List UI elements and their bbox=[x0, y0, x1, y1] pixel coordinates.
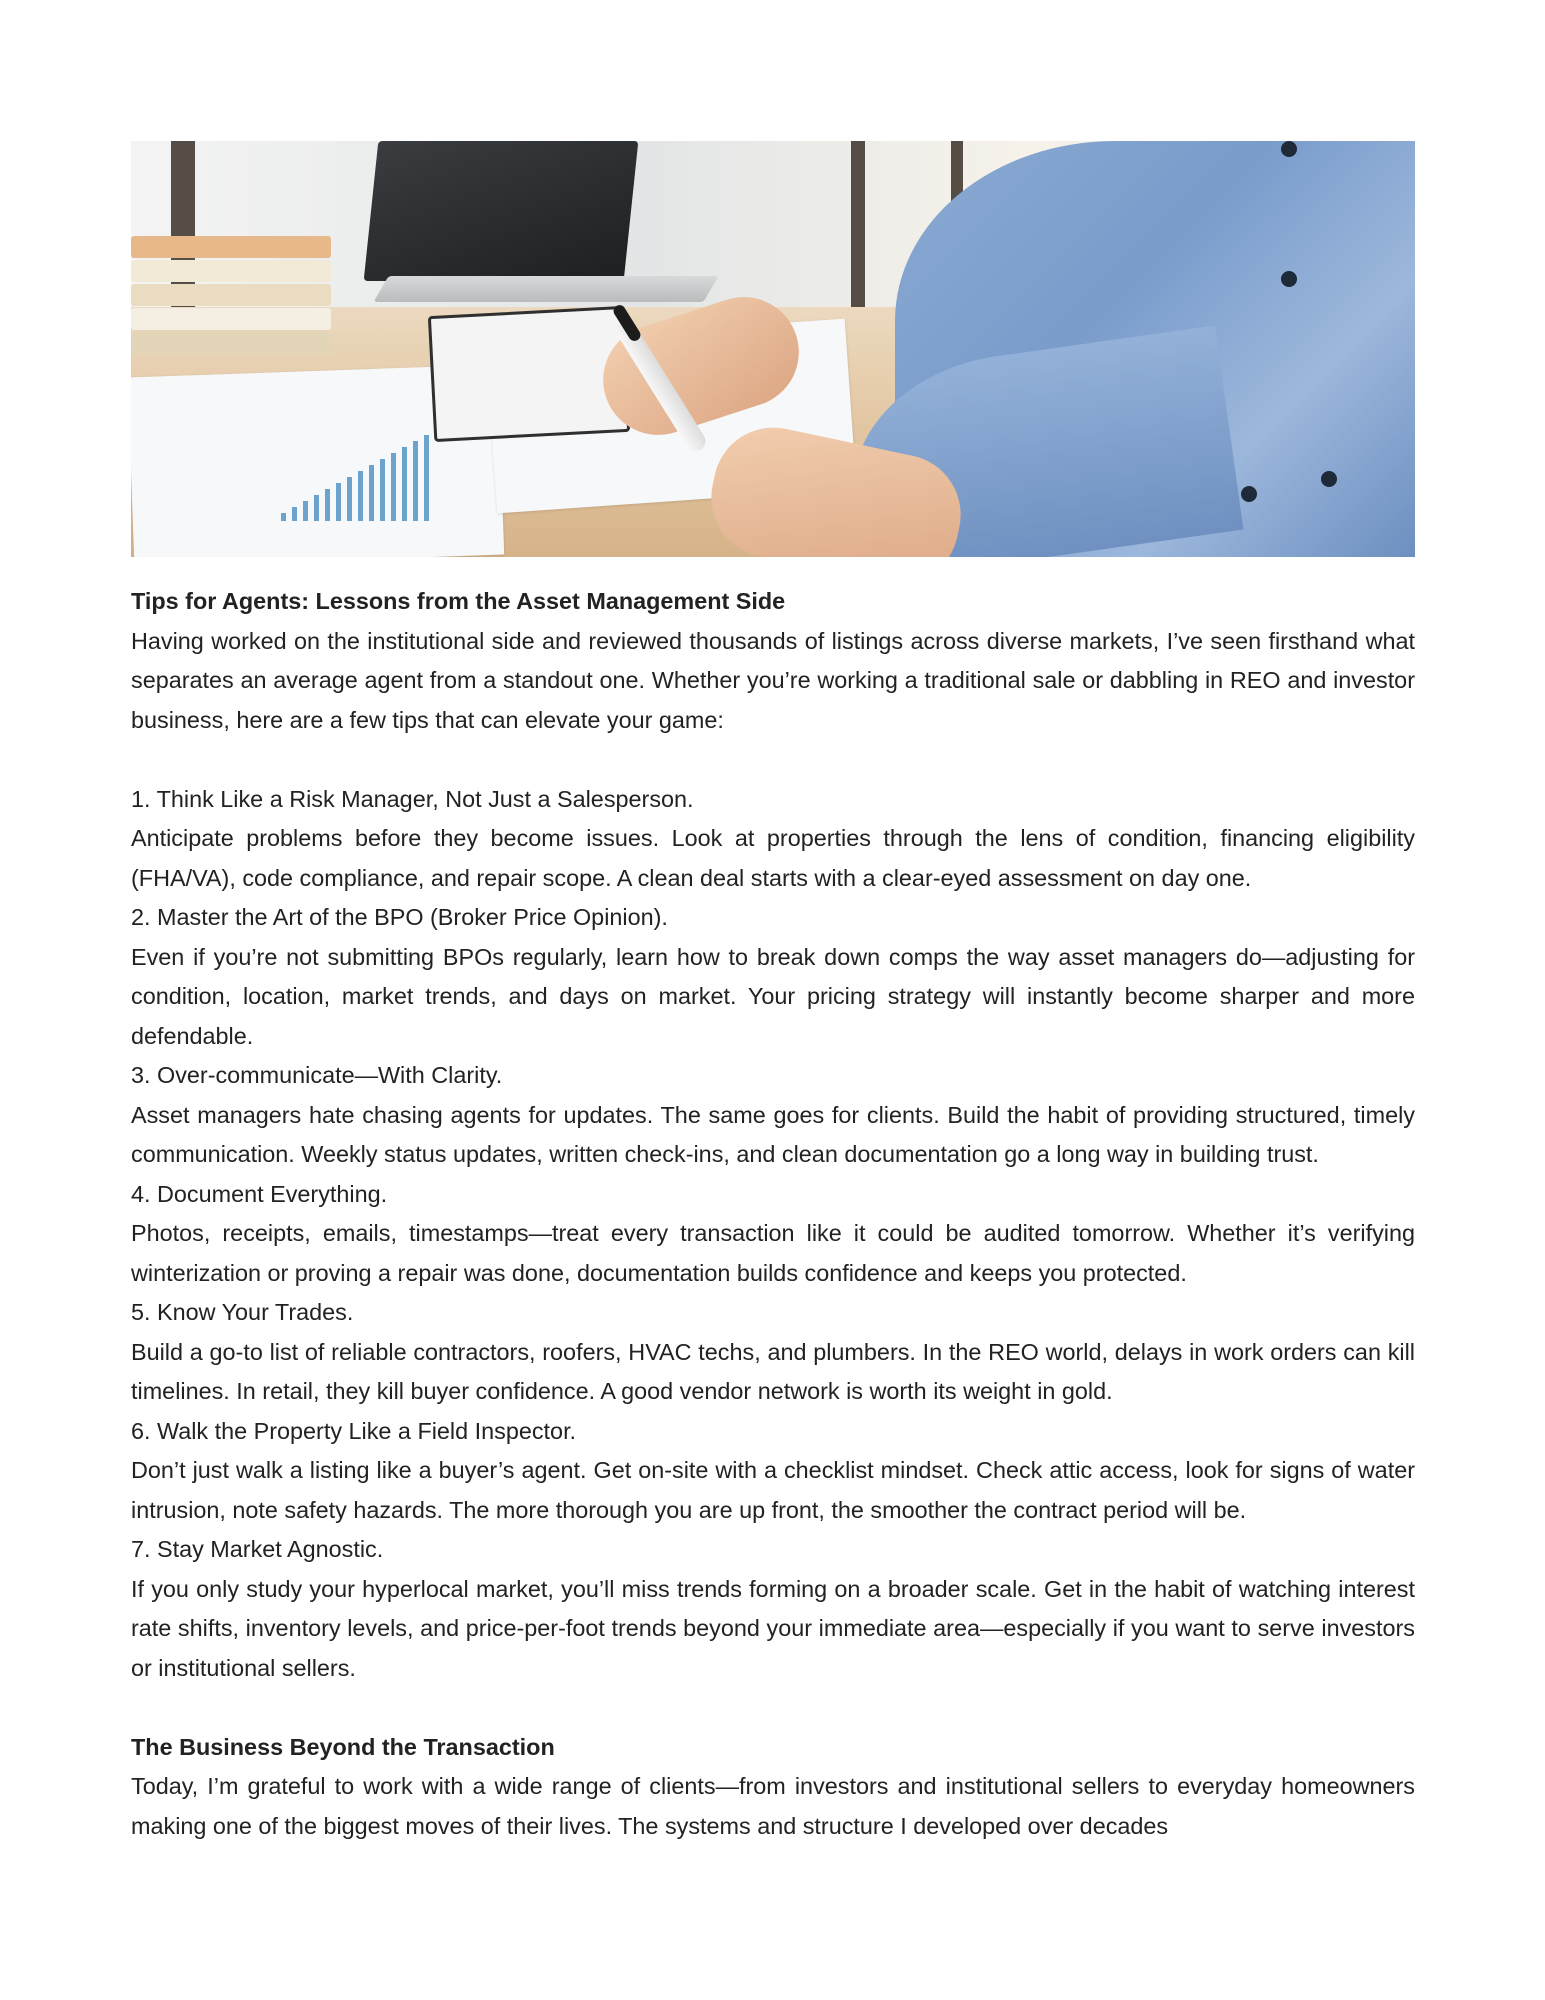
paragraph-gap bbox=[131, 740, 1415, 780]
photo-clipboard bbox=[428, 306, 630, 442]
tip-body: Don’t just walk a listing like a buyer’s agent. Get on-site with a checklist mindset. Check attic access, look for signs of water intrusion, note safety hazards. The more thorough you are up front, the smoother the contract period will be. bbox=[131, 1457, 1415, 1523]
tip-body: Even if you’re not submitting BPOs regularly, learn how to break down comps the way asset managers do—adjusting for condition, location, market trends, and days on market. Your pricing strategy will instantly become sharper and more defendable. bbox=[131, 943, 1415, 1049]
tip-title: 3. Over-communicate—With Clarity. bbox=[131, 1062, 503, 1088]
photo-notebooks bbox=[131, 236, 341, 366]
section-title-business: The Business Beyond the Transaction bbox=[131, 1733, 555, 1760]
photo-shirt-button bbox=[1241, 486, 1257, 502]
tip-body: Build a go-to list of reliable contractors, roofers, HVAC techs, and plumbers. In the REO world, delays in work orders can kill timelines. In retail, they kill buyer confidence. A good vendor network is worth its weight in gold. bbox=[131, 1338, 1415, 1404]
tip-title: 1. Think Like a Risk Manager, Not Just a Salesperson. bbox=[131, 785, 694, 812]
tip-body: If you only study your hyperlocal market, you’ll miss trends forming on a broader scale. Get in the habit of watching interest rate shifts, inventory levels, and price-per-foot trends beyond your immediate area—especially if you want to serve investors or institutional sellers. bbox=[131, 1575, 1415, 1681]
photo-laptop-screen bbox=[364, 141, 639, 281]
tip-body: Anticipate problems before they become issues. Look at properties through the lens of condition, financing eligibility (FHA/VA), code compliance, and repair scope. A clean deal starts with a clear-eyed assessment on day one. bbox=[131, 825, 1415, 891]
tip-title: 7. Stay Market Agnostic. bbox=[131, 1536, 384, 1562]
hero-photo bbox=[131, 141, 1415, 557]
tip-body: Asset managers hate chasing agents for updates. The same goes for clients. Build the habit of providing structured, timely communication. Weekly status updates, written check-ins, and clean documentation go a long way in building trust. bbox=[131, 1101, 1415, 1167]
photo-shirt-button bbox=[1281, 271, 1297, 287]
photo-shirt-button bbox=[1281, 141, 1297, 157]
photo-report-bars bbox=[281, 431, 429, 521]
section-title-tips: Tips for Agents: Lessons from the Asset Management Side bbox=[131, 588, 786, 614]
article-body bbox=[131, 582, 1415, 1846]
intro-paragraph: Having worked on the institutional side and reviewed thousands of listings across diverse markets, I’ve seen firsthand what separates an average agent from a standout one. Whether you’re working a traditional sale or dabbling in REO and investor business, here are a few tips that can elevate your game: bbox=[131, 627, 1415, 733]
tip-title: 6. Walk the Property Like a Field Inspector. bbox=[131, 1417, 577, 1444]
business-paragraph: Today, I’m grateful to work with a wide range of clients—from investors and institutional sellers to everyday homeowners making one of the biggest moves of their lives. The systems and structure I developed over decades bbox=[131, 1773, 1415, 1839]
tip-title: 5. Know Your Trades. bbox=[131, 1299, 354, 1325]
paragraph-gap bbox=[131, 1688, 1415, 1728]
tip-title: 4. Document Everything. bbox=[131, 1180, 388, 1207]
photo-shirt-button bbox=[1321, 471, 1337, 487]
photo-laptop-base bbox=[373, 276, 718, 302]
tip-title: 2. Master the Art of the BPO (Broker Price Opinion). bbox=[131, 904, 668, 930]
tip-body: Photos, receipts, emails, timestamps—treat every transaction like it could be audited tomorrow. Whether it’s verifying winterization or proving a repair was done, documentation builds confidence and keeps you protected. bbox=[131, 1220, 1415, 1286]
